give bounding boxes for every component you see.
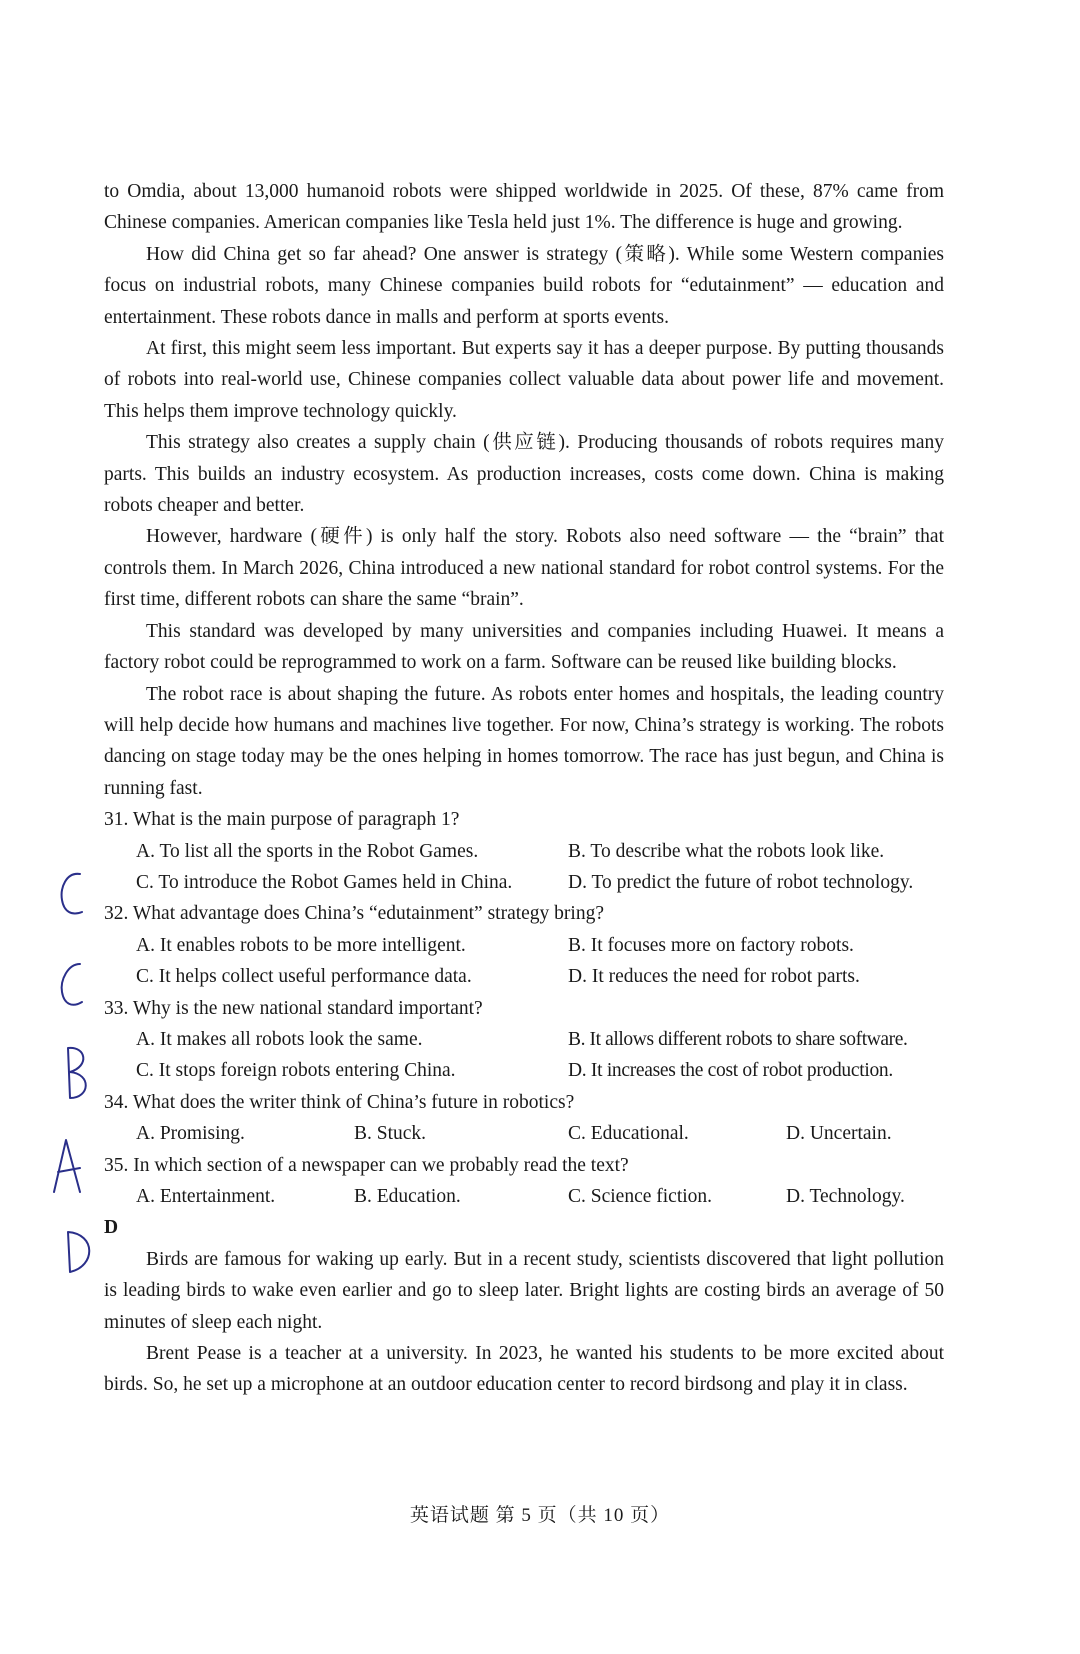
option-c: C. Science fiction.	[568, 1186, 713, 1207]
option-d: D. Uncertain.	[786, 1123, 892, 1145]
option-d: D. It reduces the need for robot parts.	[568, 966, 860, 988]
question-stem: 35. In which section of a newspaper can we probably read the text?	[104, 1154, 629, 1176]
question-options	[104, 1024, 944, 1087]
question-stem: 33. Why is the new national standard important?	[104, 997, 483, 1019]
option-b: B. Stuck.	[354, 1123, 427, 1145]
passage-paragraph: This strategy also creates a supply chain (供应链). Producing thousands of robots requires many parts. This builds an industry ecosystem. As production increases, costs come down. China is making robots cheaper and better.	[104, 432, 944, 517]
option-a: A. Promising.	[136, 1123, 245, 1145]
option-b: B. To describe what the robots look like.	[568, 840, 885, 862]
handwritten-answer-32	[62, 964, 82, 1005]
question-31	[104, 804, 944, 898]
option-a: A. It enables robots to be more intelligent.	[136, 934, 466, 956]
question-stem: 32. What advantage does China’s “edutainment” strategy bring?	[104, 903, 604, 925]
option-c: C. To introduce the Robot Games held in China.	[136, 871, 513, 893]
passage-paragraph: This standard was developed by many universities and companies including Huawei. It means a factory robot could be reprogrammed to work on a farm. Software can be reused like building blocks.	[104, 620, 944, 674]
option-b: B. It allows different robots to share software.	[568, 1028, 908, 1050]
question-35	[104, 1150, 944, 1213]
passage-c	[104, 176, 944, 1401]
option-c: C. It helps collect useful performance data.	[136, 966, 472, 988]
option-b: B. It focuses more on factory robots.	[568, 934, 854, 956]
option-d: D. Technology.	[786, 1186, 905, 1207]
passage-paragraph: The robot race is about shaping the future. As robots enter homes and hospitals, the leading country will help decide how humans and machines live together. For now, China’s strategy is working. The robots dancing on stage today may be the ones helping in homes tomorrow. The race has just begun, and China is running fast.	[104, 683, 944, 799]
handwritten-answer-33	[68, 1048, 86, 1098]
option-a: A. Entertainment.	[136, 1186, 276, 1207]
passage-paragraph: At first, this might seem less important. But experts say it has a deeper purpose. By putting thousands of robots into real-world use, Chinese companies collect valuable data about power life and movement. This helps them improve technology quickly.	[104, 338, 944, 422]
passage-paragraph: How did China get so far ahead? One answer is strategy (策略). While some Western companies focus on industrial robots, many Chinese companies build robots for “edutainment” — education and entertainment. These robots dance in malls and perform at sports events.	[104, 243, 944, 328]
question-stem: 31. What is the main purpose of paragraph 1?	[104, 809, 460, 831]
handwritten-answer-31	[62, 874, 82, 914]
question-options	[104, 1181, 944, 1212]
question-34	[104, 1087, 944, 1150]
passage-paragraph: Brent Pease is a teacher at a university. In 2023, he wanted his students to be more excited about birds. So, he set up a microphone at an outdoor education center to record birdsong and play it in class.	[104, 1343, 944, 1396]
option-c: C. Educational.	[568, 1123, 689, 1145]
question-options	[104, 1118, 944, 1149]
question-options	[104, 836, 944, 899]
question-33	[104, 993, 944, 1087]
question-stem: 34. What does the writer think of China’s future in robotics?	[104, 1091, 575, 1113]
handwritten-answer-34	[54, 1140, 80, 1192]
handwritten-answer-35	[68, 1232, 89, 1272]
option-c: C. It stops foreign robots entering China.	[136, 1060, 456, 1082]
passage-paragraph: to Omdia, about 13,000 humanoid robots were shipped worldwide in 2025. Of these, 87% came from Chinese companies. American companies like Tesla held just 1%. The difference is huge and growing.	[104, 181, 944, 234]
option-d: D. It increases the cost of robot production.	[568, 1060, 893, 1082]
passage-paragraph: However, hardware (硬件) is only half the story. Robots also need software — the “brain” that controls them. In March 2026, China introduced a new national standard for robot control systems. For the first time, different robots can share the same “brain”.	[104, 526, 944, 611]
page-footer: 英语试题 第 5 页（共 10 页）	[409, 1505, 671, 1526]
option-b: B. Education.	[354, 1186, 461, 1207]
passage-paragraph: Birds are famous for waking up early. But in a recent study, scientists discovered that light pollution is leading birds to wake even earlier and go to sleep later. Bright lights are costing birds an average of 50 minutes of sleep each night.	[104, 1248, 944, 1333]
question-32	[104, 898, 944, 992]
section-heading: D	[104, 1217, 119, 1239]
option-d: D. To predict the future of robot technology.	[568, 871, 914, 893]
option-a: A. To list all the sports in the Robot Games.	[136, 840, 479, 862]
option-a: A. It makes all robots look the same.	[136, 1028, 423, 1050]
question-options	[104, 930, 944, 993]
